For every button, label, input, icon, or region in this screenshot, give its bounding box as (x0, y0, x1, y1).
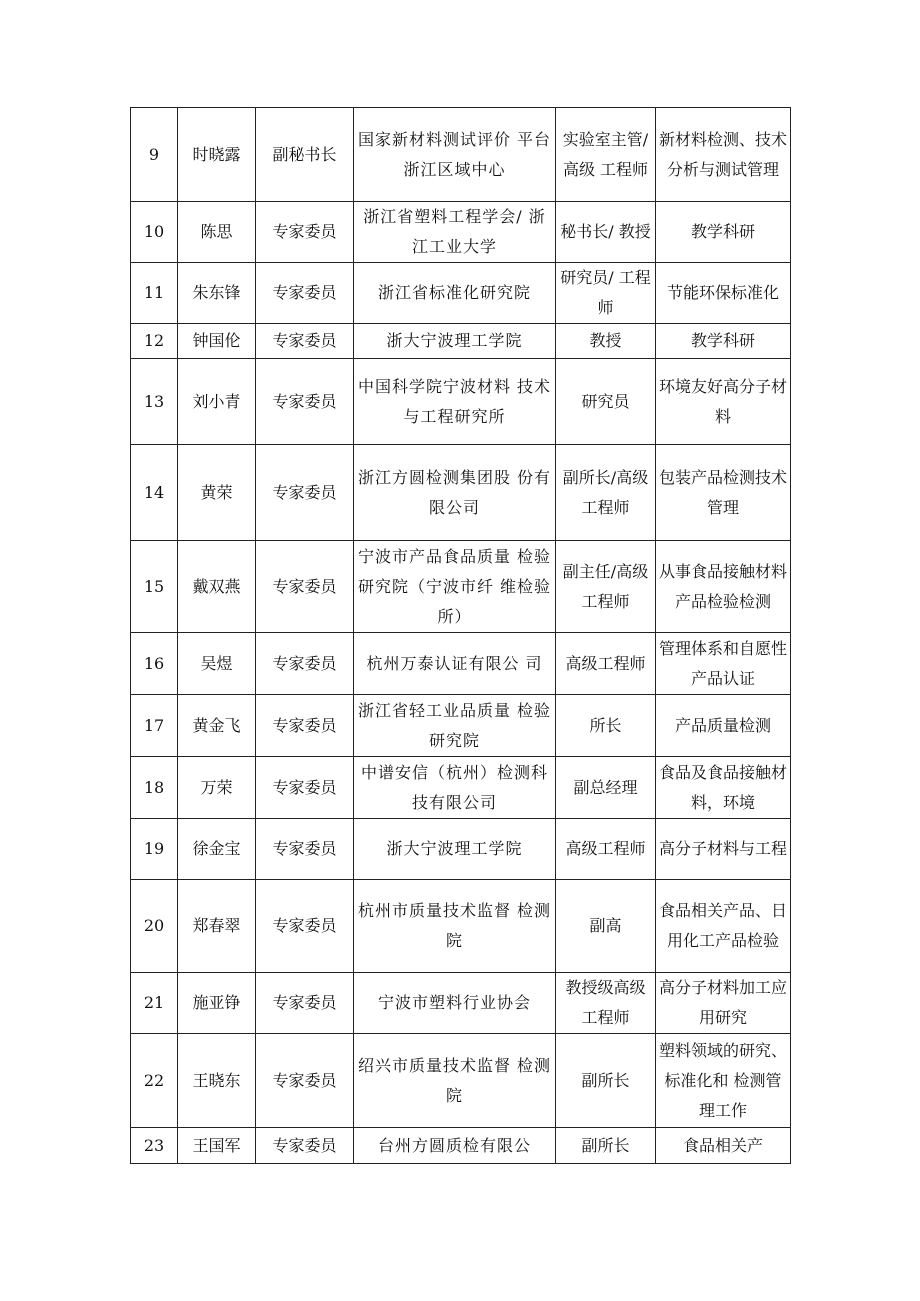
row-number-cell: 18 (131, 757, 178, 819)
job-title-cell: 实验室主管/高级 工程师 (556, 108, 656, 202)
role-cell: 专家委员 (256, 1128, 354, 1164)
field-cell: 教学科研 (656, 202, 791, 263)
job-title-cell: 副主任/高级工程师 (556, 541, 656, 633)
table-row (131, 1034, 791, 1128)
name-cell: 万荣 (178, 757, 256, 819)
field-cell: 塑料领域的研究、标准化和 检测管理工作 (656, 1034, 791, 1128)
role-cell: 专家委员 (256, 819, 354, 880)
name-cell: 戴双燕 (178, 541, 256, 633)
table-row (131, 359, 791, 445)
organization-cell: 杭州万泰认证有限公 司 (354, 633, 556, 695)
role-cell: 专家委员 (256, 1034, 354, 1128)
row-number-cell: 17 (131, 695, 178, 757)
organization-cell: 浙大宁波理工学院 (354, 819, 556, 880)
job-title-cell: 副高 (556, 880, 656, 973)
organization-cell: 杭州市质量技术监督 检测院 (354, 880, 556, 973)
job-title-cell: 秘书长/ 教授 (556, 202, 656, 263)
name-cell: 黄金飞 (178, 695, 256, 757)
field-cell: 环境友好高分子材料 (656, 359, 791, 445)
role-cell: 专家委员 (256, 445, 354, 541)
job-title-cell: 副所长 (556, 1128, 656, 1164)
row-number-cell: 14 (131, 445, 178, 541)
name-cell: 郑春翠 (178, 880, 256, 973)
table-row (131, 263, 791, 324)
organization-cell: 国家新材料测试评价 平台浙江区域中心 (354, 108, 556, 202)
table-row (131, 633, 791, 695)
job-title-cell: 研究员/ 工程师 (556, 263, 656, 324)
field-cell: 管理体系和自愿性产品认证 (656, 633, 791, 695)
field-cell: 产品质量检测 (656, 695, 791, 757)
table-row (131, 108, 791, 202)
job-title-cell: 副总经理 (556, 757, 656, 819)
row-number-cell: 22 (131, 1034, 178, 1128)
name-cell: 王晓东 (178, 1034, 256, 1128)
row-number-cell: 11 (131, 263, 178, 324)
table-row (131, 880, 791, 973)
table-row (131, 695, 791, 757)
role-cell: 专家委员 (256, 324, 354, 359)
name-cell: 朱东锋 (178, 263, 256, 324)
table-row (131, 757, 791, 819)
name-cell: 刘小青 (178, 359, 256, 445)
job-title-cell: 副所长 (556, 1034, 656, 1128)
row-number-cell: 12 (131, 324, 178, 359)
field-cell: 食品相关产 (656, 1128, 791, 1164)
name-cell: 黄荣 (178, 445, 256, 541)
job-title-cell: 教授级高级工程师 (556, 973, 656, 1034)
role-cell: 专家委员 (256, 202, 354, 263)
organization-cell: 浙大宁波理工学院 (354, 324, 556, 359)
expert-committee-table (130, 107, 791, 1164)
role-cell: 专家委员 (256, 880, 354, 973)
row-number-cell: 19 (131, 819, 178, 880)
field-cell: 高分子材料与工程 (656, 819, 791, 880)
field-cell: 食品及食品接触材料，环境 (656, 757, 791, 819)
organization-cell: 浙江省轻工业品质量 检验研究院 (354, 695, 556, 757)
row-number-cell: 9 (131, 108, 178, 202)
name-cell: 钟国伦 (178, 324, 256, 359)
row-number-cell: 16 (131, 633, 178, 695)
name-cell: 陈思 (178, 202, 256, 263)
job-title-cell: 高级工程师 (556, 633, 656, 695)
role-cell: 专家委员 (256, 541, 354, 633)
table-row (131, 324, 791, 359)
name-cell: 王国军 (178, 1128, 256, 1164)
field-cell: 食品相关产品、日用化工产品检验 (656, 880, 791, 973)
row-number-cell: 15 (131, 541, 178, 633)
organization-cell: 中国科学院宁波材料 技术与工程研究所 (354, 359, 556, 445)
field-cell: 新材料检测、技术分析与测试管理 (656, 108, 791, 202)
field-cell: 节能环保标准化 (656, 263, 791, 324)
organization-cell: 浙江省塑料工程学会/ 浙江工业大学 (354, 202, 556, 263)
role-cell: 专家委员 (256, 973, 354, 1034)
table-row (131, 541, 791, 633)
name-cell: 吴煜 (178, 633, 256, 695)
field-cell: 包装产品检测技术管理 (656, 445, 791, 541)
field-cell: 从事食品接触材料产品检验检测 (656, 541, 791, 633)
organization-cell: 浙江方圆检测集团股 份有限公司 (354, 445, 556, 541)
organization-cell: 台州方圆质检有限公 (354, 1128, 556, 1164)
row-number-cell: 23 (131, 1128, 178, 1164)
role-cell: 专家委员 (256, 263, 354, 324)
row-number-cell: 13 (131, 359, 178, 445)
job-title-cell: 副所长/高级工程师 (556, 445, 656, 541)
role-cell: 副秘书长 (256, 108, 354, 202)
field-cell: 教学科研 (656, 324, 791, 359)
name-cell: 施亚铮 (178, 973, 256, 1034)
job-title-cell: 高级工程师 (556, 819, 656, 880)
organization-cell: 中谱安信（杭州）检测科技有限公司 (354, 757, 556, 819)
organization-cell: 宁波市塑料行业协会 (354, 973, 556, 1034)
field-cell: 高分子材料加工应用研究 (656, 973, 791, 1034)
job-title-cell: 教授 (556, 324, 656, 359)
job-title-cell: 所长 (556, 695, 656, 757)
job-title-cell: 研究员 (556, 359, 656, 445)
role-cell: 专家委员 (256, 633, 354, 695)
row-number-cell: 21 (131, 973, 178, 1034)
table-row (131, 445, 791, 541)
row-number-cell: 20 (131, 880, 178, 973)
organization-cell: 宁波市产品食品质量 检验研究院（宁波市纤 维检验所） (354, 541, 556, 633)
table-body (131, 108, 791, 1164)
name-cell: 时晓露 (178, 108, 256, 202)
table-row (131, 819, 791, 880)
table-row (131, 973, 791, 1034)
role-cell: 专家委员 (256, 695, 354, 757)
role-cell: 专家委员 (256, 359, 354, 445)
role-cell: 专家委员 (256, 757, 354, 819)
name-cell: 徐金宝 (178, 819, 256, 880)
organization-cell: 浙江省标准化研究院 (354, 263, 556, 324)
table-row (131, 1128, 791, 1164)
table-row (131, 202, 791, 263)
row-number-cell: 10 (131, 202, 178, 263)
organization-cell: 绍兴市质量技术监督 检测院 (354, 1034, 556, 1128)
